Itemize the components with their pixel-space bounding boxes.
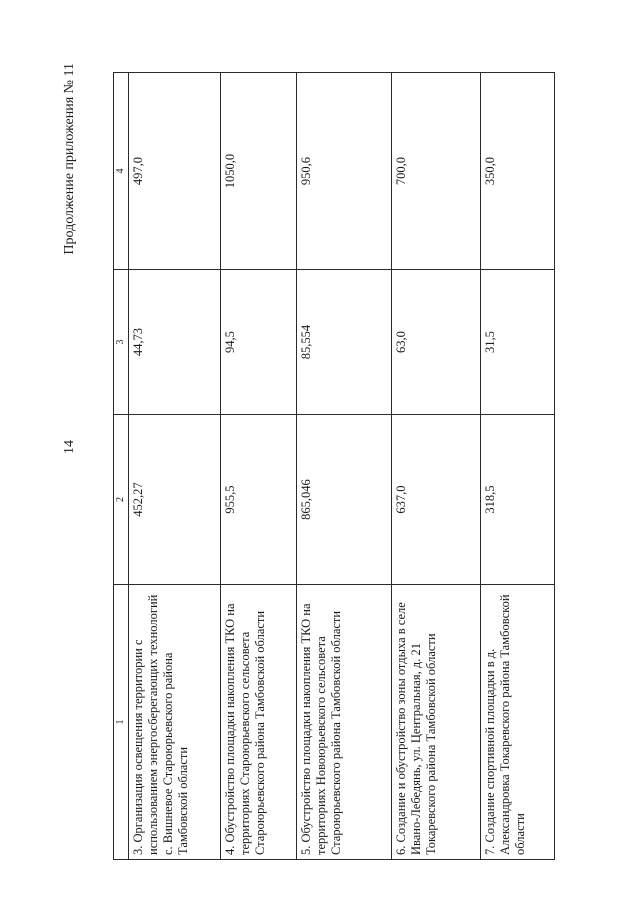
amount-cell: 865,046 — [297, 415, 392, 585]
column-number-row — [114, 73, 129, 860]
page-number: 14 — [62, 440, 77, 454]
amount-cell: 85,554 — [297, 270, 392, 415]
total-cell: 497,0 — [129, 73, 221, 270]
table-row — [129, 73, 221, 860]
column-header: 2 — [114, 415, 129, 585]
project-name-cell: 3. Организация освещения территории с использованием энергосберегающих технологий с. Вишневое Староюрьевского района Тамбовской области — [129, 585, 221, 860]
table-row — [481, 73, 555, 860]
amount-cell: 94,5 — [221, 270, 297, 415]
total-cell: 950,6 — [297, 73, 392, 270]
table-row — [392, 73, 481, 860]
project-name-cell: 7. Создание спортивной площадки в д. Александровка Токаревского района Тамбовской области — [481, 585, 555, 860]
data-table — [113, 72, 555, 860]
amount-cell: 31,5 — [481, 270, 555, 415]
project-name-cell: 4. Обустройство площадки накопления ТКО на территориях Староюрьевского сельсовета Староюрьевского района Тамбовской области — [221, 585, 297, 860]
amount-cell: 955,5 — [221, 415, 297, 585]
amount-cell: 637,0 — [392, 415, 481, 585]
total-cell: 350,0 — [481, 73, 555, 270]
amount-cell: 44,73 — [129, 270, 221, 415]
table-row — [221, 73, 297, 860]
table-row — [297, 73, 392, 860]
column-header: 3 — [114, 270, 129, 415]
project-name-cell: 5. Обустройство площадки накопления ТКО на территориях Новоюрьевского сельсовета Староюрьевского района Тамбовской области — [297, 585, 392, 860]
appendix-continuation-note: Продолжение приложения № 11 — [62, 63, 77, 255]
amount-cell: 452,27 — [129, 415, 221, 585]
total-cell: 1050,0 — [221, 73, 297, 270]
column-header: 1 — [114, 585, 129, 860]
amount-cell: 318,5 — [481, 415, 555, 585]
amount-cell: 63,0 — [392, 270, 481, 415]
project-name-cell: 6. Создание и обустройство зоны отдыха в селе Ивано-Лебедянь, ул. Центральная, д. 21 Токаревского района Тамбовской области — [392, 585, 481, 860]
column-header: 4 — [114, 73, 129, 270]
total-cell: 700,0 — [392, 73, 481, 270]
